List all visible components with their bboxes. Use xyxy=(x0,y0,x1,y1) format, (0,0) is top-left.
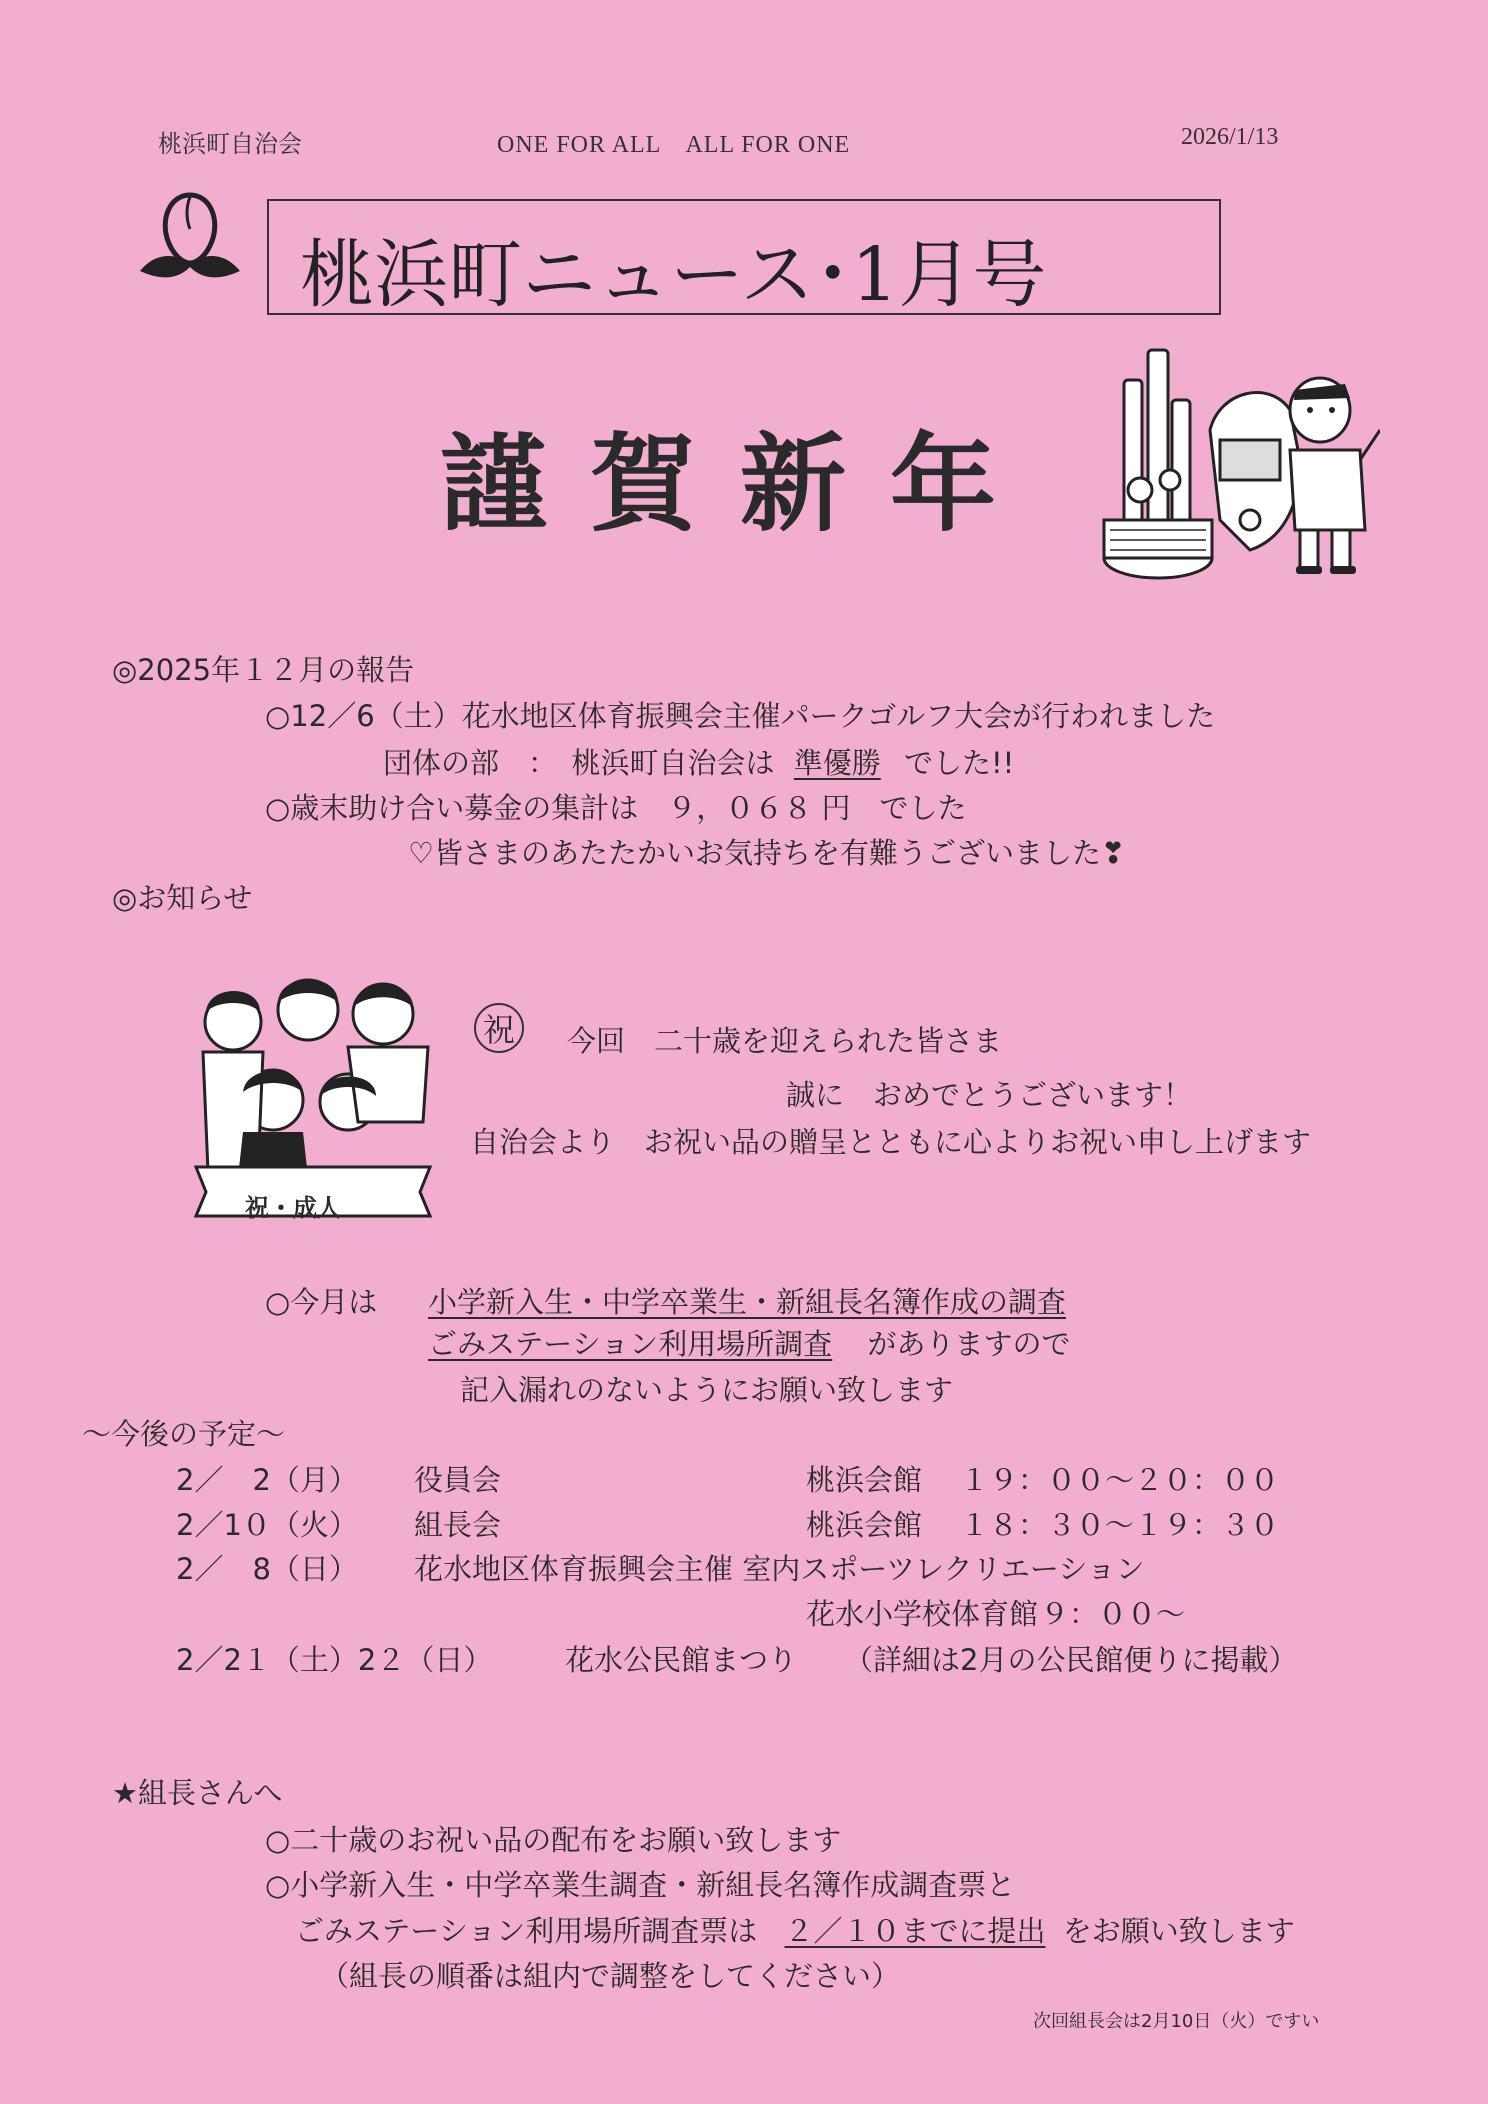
report-team-result xyxy=(383,746,1015,780)
leaders-item-1: ○二十歳のお祝い品の配布をお願い致します xyxy=(265,1823,842,1857)
leaders-item-3 xyxy=(295,1914,1295,1948)
congrats-line-3: 自治会より お祝い品の贈呈とともに心よりお祝い申し上げます xyxy=(470,1125,1312,1159)
celebration-mark: 祝 xyxy=(474,1003,524,1053)
team-placement: 準優勝 xyxy=(793,746,881,780)
new-year-greeting: 謹賀新年 xyxy=(440,421,1040,546)
leaders-item-4: （組長の順番は組内で調整をしてください） xyxy=(320,1959,901,1993)
schedule-row-1-time: １９：００～２０：００ xyxy=(960,1463,1280,1497)
survey-suffix: がありますので xyxy=(867,1327,1071,1361)
footnote: 次回組長会は2月10日（火）ですい xyxy=(1033,2011,1320,2032)
leaders-heading: ★組長さんへ xyxy=(112,1776,283,1810)
schedule-heading: ～今後の予定～ xyxy=(82,1417,286,1451)
peach-logo-icon xyxy=(132,183,248,289)
submission-deadline: ２／１０までに提出 xyxy=(784,1914,1046,1948)
congrats-line-2: 誠に おめでとうございます！ xyxy=(786,1078,1193,1112)
schedule-row-3-event: 花水地区体育振興会主催 室内スポーツレクリエーション xyxy=(414,1552,1145,1586)
motto: ONE FOR ALL ALL FOR ONE xyxy=(497,132,851,158)
report-heading: ◎2025年１２月の報告 xyxy=(112,653,415,687)
survey-item-2: ごみステーション利用場所調査 xyxy=(428,1327,833,1361)
notice-heading: ◎お知らせ xyxy=(112,881,253,915)
report-item-donation: ○歳末助け合い募金の集計は ９，０６８ 円 でした xyxy=(265,791,967,825)
schedule-row-4-note: （詳細は2月の公民館便りに掲載） xyxy=(844,1643,1298,1677)
newsletter-title: 桃浜町ニュース･1月号 xyxy=(300,232,1047,318)
schedule-row-1-date: 2／ 2（月） xyxy=(176,1463,358,1497)
schedule-row-4-date: 2／2１（土）2２（日） xyxy=(176,1643,493,1677)
report-item-park-golf: ○12／6（土）花水地区体育振興会主催パークゴルフ大会が行われました xyxy=(265,699,1216,733)
schedule-row-1-event: 役員会 xyxy=(414,1463,502,1497)
schedule-row-3-date: 2／ 8（日） xyxy=(176,1552,358,1586)
survey-line-2 xyxy=(428,1327,1071,1361)
team-suffix: でした!! xyxy=(903,746,1015,780)
survey-item-1: 小学新入生・中学卒業生・新組長名簿作成の調査 xyxy=(428,1285,1067,1319)
organization-name: 桃浜町自治会 xyxy=(158,132,302,158)
congrats-line-1: 今回 二十歳を迎えられた皆さま xyxy=(567,1024,1003,1058)
survey-request: 記入漏れのないようにお願い致します xyxy=(460,1373,954,1407)
leaders-item-2: ○小学新入生・中学卒業生調査・新組長名簿作成調査票と xyxy=(265,1868,1016,1902)
schedule-row-2-event: 組長会 xyxy=(414,1508,502,1542)
schedule-row-2-time: １８：３０～１９：３０ xyxy=(960,1508,1280,1542)
schedule-row-2-date: 2／1０（火） xyxy=(176,1508,358,1542)
survey-prefix: ○今月は xyxy=(265,1285,378,1319)
leaders-item-3-suffix: をお願い致します xyxy=(1062,1914,1295,1948)
schedule-row-3-place: 花水小学校体育館 xyxy=(806,1597,1039,1631)
coming-of-age-banner-label: 祝・成人 xyxy=(245,1193,341,1222)
schedule-row-4-event: 花水公民館まつり xyxy=(565,1643,798,1677)
leaders-item-3-prefix: ごみステーション利用場所調査票は xyxy=(295,1914,758,1948)
issue-date: 2026/1/13 xyxy=(1181,124,1279,150)
kadomatsu-illustration xyxy=(1100,340,1380,590)
schedule-row-3-time: ９：００～ xyxy=(1040,1597,1186,1631)
schedule-row-1-place: 桃浜会館 xyxy=(806,1463,923,1497)
thanks-message: ♡皆さまのあたたかいお気持ちを有難うございました❣ xyxy=(408,836,1126,870)
schedule-row-2-place: 桃浜会館 xyxy=(806,1508,923,1542)
team-prefix: 団体の部 ： 桃浜町自治会は xyxy=(383,746,775,780)
